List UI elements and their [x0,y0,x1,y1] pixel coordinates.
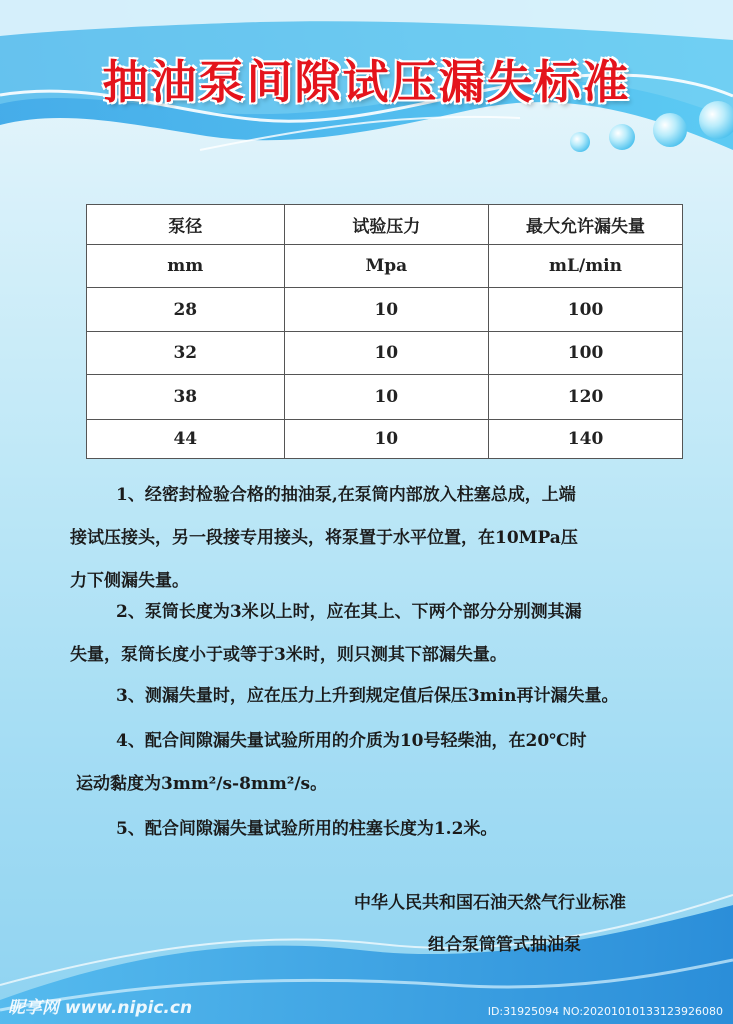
paragraph-1 [70,474,710,603]
paragraph-line: 接试压接头，另一段接专用接头，将泵置于水平位置，在10MPa压 [70,528,578,548]
table-cell: 10 [284,375,489,420]
table-header-row [87,205,683,245]
paragraph-3 [70,675,710,718]
paragraph-line: 3、测漏失量时，应在压力上升到规定值后保压3min再计漏失量。 [116,686,619,706]
paragraph-line: 4、配合间隙漏失量试验所用的介质为10号轻柴油，在20℃时 [116,731,587,751]
footer-standard: 中华人民共和国石油天然气行业标准 [354,893,626,913]
watermark-id: ID:31925094 NO:20201010133123926080 [487,1005,723,1018]
table-row [87,420,683,459]
poster-title: 抽油泵间隙试压漏失标准 [102,55,631,109]
paragraph-2 [70,591,710,677]
table-cell: 44 [87,420,285,459]
watermark-logo: 昵享网 www.nipic.cn [8,998,193,1018]
header-cell: 最大允许漏失量 [489,205,683,245]
paragraph-line: 力下侧漏失量。 [70,571,189,591]
table-cell: 32 [87,332,285,375]
table-row [87,375,683,420]
paragraph-line: 2、泵筒长度为3米以上时，应在其上、下两个部分分别测其漏 [116,602,582,622]
table-cell: 10 [284,420,489,459]
table-cell: 28 [87,288,285,332]
table-cell: 100 [489,332,683,375]
paragraph-4 [70,720,710,806]
table-cell: 120 [489,375,683,420]
table-cell: 10 [284,332,489,375]
unit-cell: mL/min [489,245,683,288]
table-cell: 38 [87,375,285,420]
table-cell: 140 [489,420,683,459]
table-row [87,288,683,332]
paragraph-line: 运动黏度为3mm²/s-8mm²/s。 [76,774,328,794]
table-row [87,332,683,375]
unit-cell: mm [87,245,285,288]
footer-subtitle: 组合泵筒管式抽油泵 [428,935,581,955]
table-cell: 100 [489,288,683,332]
table-units-row [87,245,683,288]
paragraph-line: 5、配合间隙漏失量试验所用的柱塞长度为1.2米。 [116,819,498,839]
header-cell: 试验压力 [284,205,489,245]
spec-table [86,204,683,459]
unit-cell: Mpa [284,245,489,288]
paragraph-line: 1、经密封检验合格的抽油泵,在泵筒内部放入柱塞总成，上端 [116,485,576,505]
paragraph-5 [70,808,710,851]
header-cell: 泵径 [87,205,285,245]
paragraph-line: 失量，泵筒长度小于或等于3米时，则只测其下部漏失量。 [70,645,507,665]
table-cell: 10 [284,288,489,332]
